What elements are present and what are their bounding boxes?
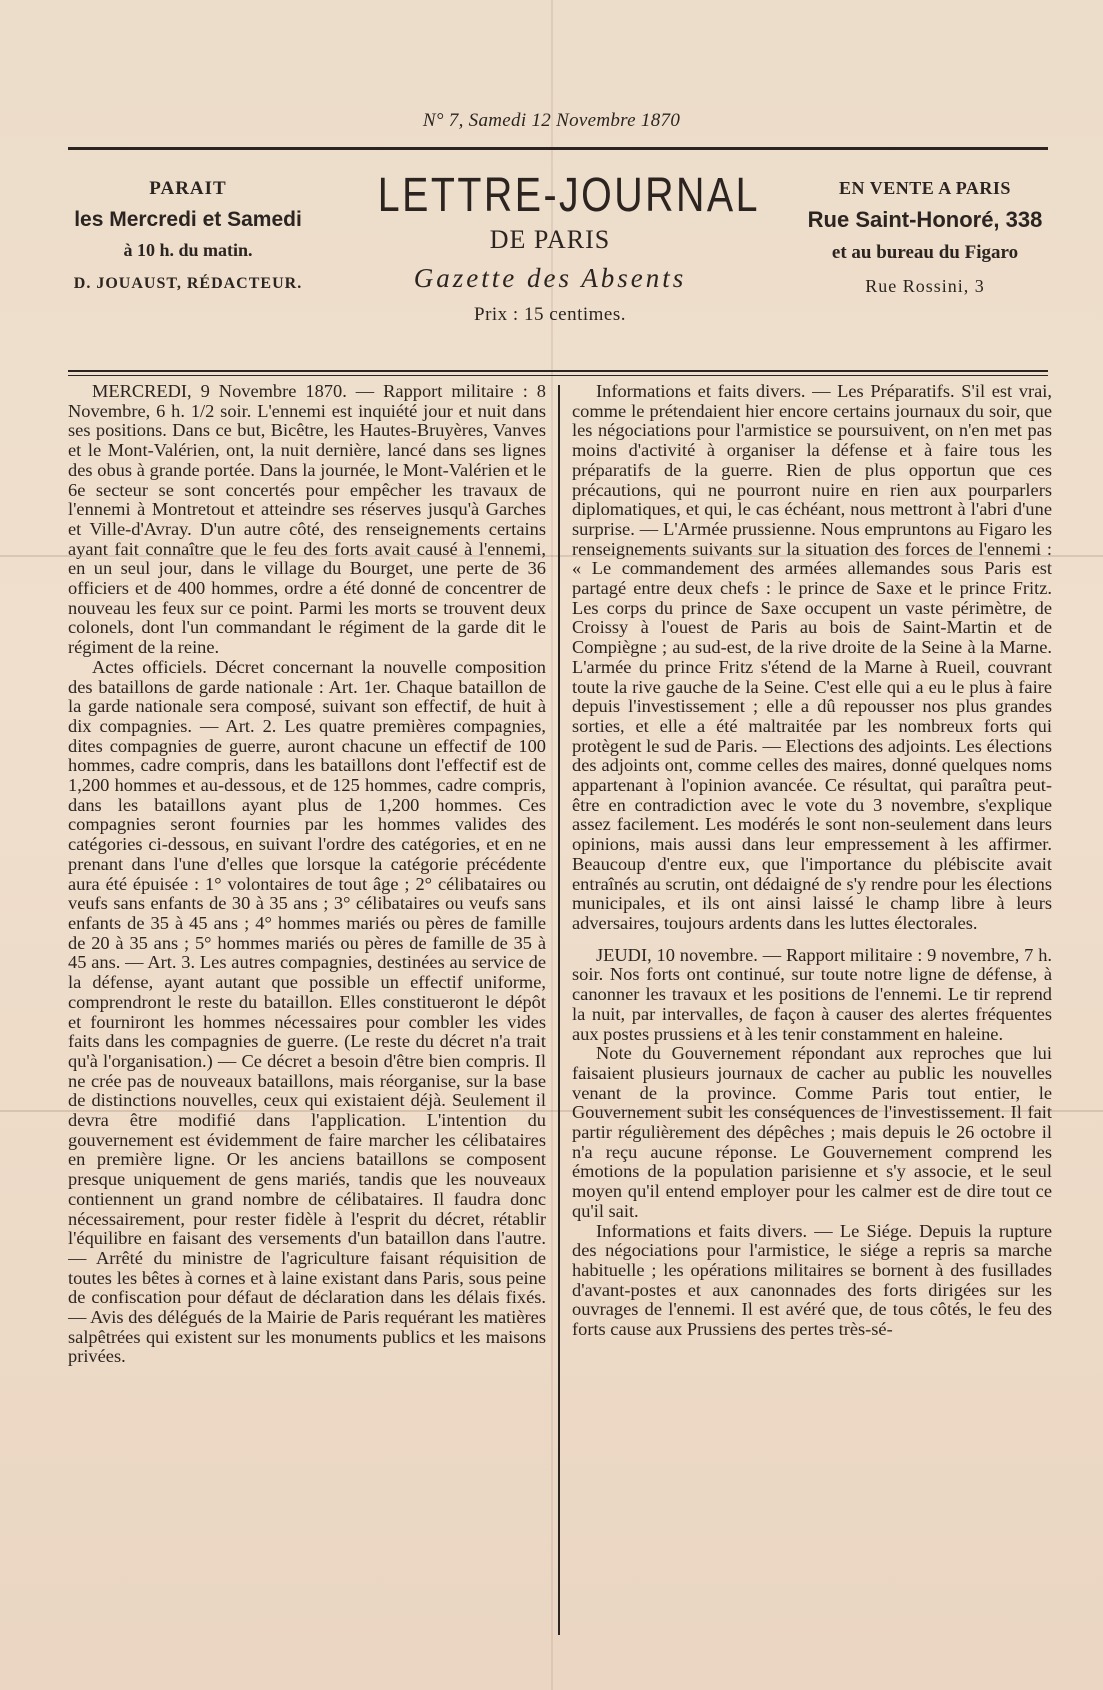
schedule-line: les Mercredi et Samedi [74,208,302,231]
article-paragraph: Actes officiels. Décret concernant la nouvelle composition des bataillons de garde nationale : Art. 1er. Chaque bataillon de la garde nationale sera composé, suivant son effectif, de huit à dix compagnies. — Art. 2. Les quatre premières compagnies, dites compagnies de guerre, auront chacune un effectif de 100 hommes, cadre compris, dans les bataillons dont l'effectif est de 1,200 hommes et au-dessous, et de 125 hommes, cadre compris, dans les bataillons ayant plus de 1,200 hommes. Ces compagnies seront fournies par les hommes valides des catégories ci-dessous, en suivant l'ordre des catégories, et en ne prenant dans l'une d'elles que lorsque la catégorie précédente aura été épuisée : 1° volontaires de tout âge ; 2° célibataires ou veufs sans enfants de 30 à 35 ans ; 3° célibataires ou veufs sans enfants de 35 à 45 ans ; 4° hommes mariés ou pères de famille de 20 à 35 ans ; 5° hommes mariés ou pères de famille de 35 à 45 ans. — Art. 3. Les autres compagnies, destinées au service de la défense, ayant autant que possible un effectif uniforme, comprendront le reste du bataillon. Elles constitueront le dépôt et fourniront les hommes nécessaires pour combler les vides faits dans les compagnies de guerre. (Le reste du décret n'a trait qu'à l'organisation.) — Ce décret a besoin d'être bien compris. Il ne crée pas de nouveaux bataillons, mais réorganise, sur la base de distinctions nouvelles, ceux qui existaient déjà. Seulement il devra être modifié dans l'application. L'intention du gouvernement est évidemment de faire marcher les célibataires en première ligne. Or les anciens bataillons se composent presque uniquement de gens mariés, tandis que les nouveaux contiennent un grand nombre de célibataires. Il faudra donc nécessairement, pour rester fidèle à l'esprit du décret, rétablir l'équilibre en faisant des versements d'un bataillon dans l'autre. — Arrêté du ministre de l'agriculture faisant réquisition de toutes les bêtes à cornes et à laine existant dans Paris, sous peine de confiscation pour défaut de déclaration dans les délais fixés. — Avis des délégués de la Mairie de Paris requérant les matières salpêtrées qui existent sur les monuments publics et les maisons privées. [68,656,546,1367]
right-column [572,382,1052,1637]
price-line: Prix : 15 centimes. [474,304,626,325]
publication-schedule [68,178,308,293]
schedule-line: à 10 h. du matin. [123,240,253,260]
sales-line: et au bureau du Figaro [831,242,1019,263]
issue-line: N° 7, Samedi 12 Novembre 1870 [422,110,681,131]
left-column [68,382,546,1637]
column-divider [558,385,560,1635]
newspaper-subtitle: DE PARIS [489,225,611,254]
schedule-line: PARAIT [149,178,227,199]
article-paragraph: MERCREDI, 9 Novembre 1870. — Rapport militaire : 8 Novembre, 6 h. 1/2 soir. L'ennemi est inquiété jour et nuit dans ses positions. Dans ce but, Bicêtre, les Hautes-Bruyères, Vanves et le Mont-Valérien, ont, la nuit dernière, lancé dans ses lignes des obus à grande portée. Dans la journée, le Mont-Valérien et le 6e secteur se sont concertés pour empêcher les travaux de l'ennemi à Montretout et atteindre ses réserves jusqu'à Garches et Ville-d'Avray. D'un autre côté, des renseignements certains ayant fait connaître que le feu des forts avait causé à l'ennemi, en un seul jour, dans le village du Bourget, une perte de 36 officiers et de 400 hommes, ordre a été donné de concentrer de nouveau les feux sur ce point. Parmi les morts se trouvent deux colonels, dont l'un commandant le régiment de la garde dit le régiment de la reine. [68,382,546,658]
header-rule [68,147,1048,150]
article-paragraph: Note du Gouvernement répondant aux reproches que lui faisaient plusieurs journaux de cacher au public les nouvelles venant de la province. Comme Paris tout entier, le Gouvernement subit les conséquences de l'investissement. Il fait partir régulièrement des dépêches ; mais depuis le 26 octobre il n'a reçu aucune réponse. Le Gouvernement comprend les émotions de la population parisienne et s'y associe, et le seul moyen qu'il entend employer pour les calmer est de dire tout ce qu'il sait. [572,1043,1052,1221]
masthead-rule [68,375,1048,376]
editor-line: D. JOUAUST, RÉDACTEUR. [73,275,303,292]
sales-line: EN VENTE A PARIS [839,178,1011,198]
sales-line: Rue Rossini, 3 [865,276,985,296]
newspaper-tagline: Gazette des Absents [413,263,687,293]
article-paragraph: JEUDI, 10 novembre. — Rapport militaire : 9 novembre, 7 h. soir. Nos forts ont continué, sur toute notre ligne de défense, à canonner les travaux et les positions de l'ennemi. Le tir reprend la nuit, par intervalles, de façon à causer des alertes fréquentes aux postes prussiens et à les tenir constamment en haleine. [572,944,1052,1044]
masthead-rule [68,370,1048,372]
sales-line: Rue Saint-Honoré, 338 [807,207,1043,232]
sales-info [790,178,1060,297]
article-paragraph: Informations et faits divers. — Les Préparatifs. S'il est vrai, comme le prétendaient hier encore certains journaux du soir, que les négociations pour l'armistice se poursuivent, on n'en met pas moins d'activité à organiser la défense et à faire tous les préparatifs de la guerre. Rien de plus opportun que ces précautions, qui ne pourront nuire en rien aux pourparlers diplomatiques, et qui, le cas échéant, nous mettront à l'abri d'une surprise. — L'Armée prussienne. Nous empruntons au Figaro les renseignements suivants sur la situation des forces de l'ennemi : « Le commandement des armées allemandes sous Paris est partagé entre deux chefs : le prince de Saxe et le prince Fritz. Les corps du prince de Saxe occupent un vaste périmètre, de Croissy à l'ouest de Paris au bois de Saint-Martin et de Compiègne ; au sud-est, de la rive droite de la Seine à la Marne. L'armée du prince Fritz s'étend de la Marne à Rueil, couvrant toute la rive gauche de la Seine. C'est elle qui a eu le plus à faire depuis l'investissement ; elle a dû repousser nos plus grandes sorties, et elle a été maltraitée par les nombreux forts qui protègent le sud de Paris. — Elections des adjoints. Les élections des adjoints ont, comme celles des maires, donné quelques noms appartenant à l'opinion avancée. Ce résultat, qui paraîtra peut-être en contradiction avec le vote du 3 novembre, s'explique assez facilement. Les modérés le sont non-seulement dans leurs opinions, mais aussi dans leur empressement à les affirmer. Beaucoup d'entre eux, que l'importance du plébiscite avait entraînés au scrutin, ont dédaigné de s'y rendre pour les élections municipales, et ils ont ainsi laissé le champ libre à leurs adversaires, toujours ardents dans les luttes électorales. [572,382,1052,933]
article-paragraph: Informations et faits divers. — Le Siége. Depuis la rupture des négociations pour l'armistice, le siége a repris sa marche habituelle ; les opérations militaires se bornent à des fusillades d'avant-postes et aux canonnades des forts dirigées sur les ouvrages de l'ennemi. Il est avéré que, de tous côtés, le feu des forts cause aux Prussiens des pertes très-sé- [572,1220,1052,1340]
newspaper-title: LETTRE-JOURNAL [377,169,760,222]
masthead-title-block [340,168,760,326]
